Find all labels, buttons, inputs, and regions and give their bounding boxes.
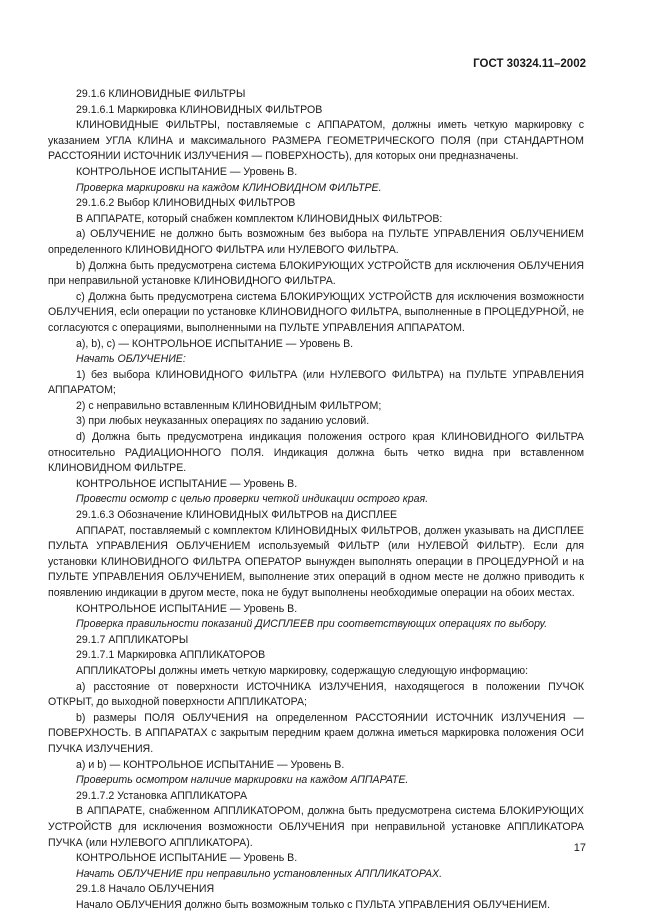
paragraph: КОНТРОЛЬНОЕ ИСПЫТАНИЕ — Уровень В. [76,852,298,865]
paragraph: 29.1.7 АППЛИКАТОРЫ [76,633,189,646]
paragraph: КОНТРОЛЬНОЕ ИСПЫТАНИЕ — Уровень В. [76,477,298,490]
paragraph: 2) с неправильно вставленным КЛИНОВИДНЫМ ФИЛЬТРОМ; [76,399,382,412]
standard-code-header: ГОСТ 30324.11–2002 [473,58,586,70]
paragraph: Начать ОБЛУЧЕНИЕ при неправильно установленных АППЛИКАТОРАХ. [76,867,443,880]
paragraph: Начало ОБЛУЧЕНИЯ должно быть возможным только с ПУЛЬТА УПРАВЛЕНИЯ ОБЛУЧЕНИЕМ. [76,898,551,911]
paragraph: Провести осмотр с целью проверки четкой индикации острого края. [76,493,429,506]
paragraph: Проверка маркировки на каждом КЛИНОВИДНОМ ФИЛЬТРЕ. [76,181,382,194]
paragraph: 29.1.8 Начало ОБЛУЧЕНИЯ [76,883,215,896]
document-body [48,87,584,913]
paragraph: КОНТРОЛЬНОЕ ИСПЫТАНИЕ — Уровень В. [76,602,298,615]
paragraph: 29.1.6 КЛИНОВИДНЫЕ ФИЛЬТРЫ [76,88,246,100]
paragraph: b) размеры ПОЛЯ ОБЛУЧЕНИЯ на определенном РАССТОЯНИИ ИСТОЧНИК ИЗЛУЧЕНИЯ — ПОВЕРХНОСТЬ. В АППАРАТАХ с закрытым передним краем должна иметься маркировка положения ОСИ ПУЧКА ИЗЛУЧЕНИЯ. [48,711,584,755]
paragraph: КЛИНОВИДНЫЕ ФИЛЬТРЫ, поставляемые с АППАРАТОМ, должны иметь четкую маркировку с указанием УГЛА КЛИНА и максимального РАЗМЕРА ГЕОМЕТРИЧЕСКОГО ПОЛЯ (при СТАНДАРТНОМ РАССТОЯНИИ ИСТОЧНИК ИЗЛУЧЕНИЯ — ПОВЕРХНОСТЬ), для которых они предназначены. [48,119,584,163]
paragraph: а) и b) — КОНТРОЛЬНОЕ ИСПЫТАНИЕ — Уровень В. [76,758,345,771]
paragraph: АППАРАТ, поставляемый с комплектом КЛИНОВИДНЫХ ФИЛЬТРОВ, должен указывать на ДИСПЛЕЕ ПУЛЬТА УПРАВЛЕНИЯ ОБЛУЧЕНИЕМ используемый ФИЛЬТР (или НУЛЕВОЙ ФИЛЬТР). Если для установки КЛИНОВИДНОГО ФИЛЬТРА ОПЕРАТОР вынужден выполнять операции в ПРОЦЕДУРНОЙ и на ПУЛЬТЕ УПРАВЛЕНИЯ ОБЛУЧЕНИЕМ, выполнение этих операций в одном месте не должно приводить к появлению индикации в другом месте, пока не будут выполнены необходимые операции на обоих местах. [48,524,584,599]
paragraph: b) Должна быть предусмотрена система БЛОКИРУЮЩИХ УСТРОЙСТВ для исключения ОБЛУЧЕНИЯ при неправильной установке КЛИНОВИДНОГО ФИЛЬТРА. [48,259,584,288]
paragraph: АППЛИКАТОРЫ должны иметь четкую маркировку, содержащую следующую информацию: [76,664,529,677]
paragraph: 29.1.7.2 Установка АППЛИКАТОРА [76,789,248,802]
paragraph: Начать ОБЛУЧЕНИЕ: [76,353,186,366]
paragraph: Проверить осмотром наличие маркировки на каждом АППАРАТЕ. [76,774,409,787]
paragraph: 3) при любых неуказанных операциях по заданию условий. [76,415,370,428]
paragraph: а) ОБЛУЧЕНИЕ не должно быть возможным без выбора на ПУЛЬТЕ УПРАВЛЕНИЯ ОБЛУЧЕНИЕМ определенного КЛИНОВИДНОГО ФИЛЬТРА или НУЛЕВОГО ФИЛЬТРА. [48,228,584,256]
paragraph: Проверка правильности показаний ДИСПЛЕЕВ при соответствующих операциях по выбору. [76,618,548,631]
paragraph: КОНТРОЛЬНОЕ ИСПЫТАНИЕ — Уровень В. [76,165,298,178]
paragraph: В АППАРАТЕ, который снабжен комплектом КЛИНОВИДНЫХ ФИЛЬТРОВ: [76,212,443,225]
paragraph: 1) без выбора КЛИНОВИДНОГО ФИЛЬТРА (или НУЛЕВОГО ФИЛЬТРА) на ПУЛЬТЕ УПРАВЛЕНИЯ АППАРАТОМ; [48,368,584,397]
paragraph: с) Должна быть предусмотрена система БЛОКИРУЮЩИХ УСТРОЙСТВ для исключения возможности ОБЛУЧЕНИЯ, есlи операции по установке КЛИНОВИДНОГО ФИЛЬТРА, выполненные в ПРОЦЕДУРНОЙ, не согласуются с операциями, выполненными на ПУЛЬТЕ УПРАВЛЕНИЯ АППАРАТОМ. [48,290,584,334]
paragraph: 29.1.6.3 Обозначение КЛИНОВИДНЫХ ФИЛЬТРОВ на ДИСПЛЕЕ [76,509,398,522]
paragraph: 29.1.6.2 Выбор КЛИНОВИДНЫХ ФИЛЬТРОВ [76,197,296,210]
paragraph: а), b), с) — КОНТРОЛЬНОЕ ИСПЫТАНИЕ — Уровень В. [76,337,354,350]
paragraph: 29.1.6.1 Маркировка КЛИНОВИДНЫХ ФИЛЬТРОВ [76,103,323,116]
page-number: 17 [573,842,586,854]
paragraph: 29.1.7.1 Маркировка АППЛИКАТОРОВ [76,649,266,662]
paragraph: В АППАРАТЕ, снабженном АППЛИКАТОРОМ, должна быть предусмотрена система БЛОКИРУЮЩИХ УСТРОЙСТВ для исключения возможности ОБЛУЧЕНИЯ при неправильной установке АППЛИКАТОРА ПУЧКА (или НУЛЕВОГО АППЛИКАТОРА). [48,805,584,849]
paragraph: а) расстояние от поверхности ИСТОЧНИКА ИЗЛУЧЕНИЯ, находящегося в положении ПУЧОК ОТКРЫТ, до выходной поверхности АППЛИКАТОРА; [48,680,584,709]
paragraph: d) Должна быть предусмотрена индикация положения острого края КЛИНОВИДНОГО ФИЛЬТРА относительно РАДИАЦИОННОГО ПОЛЯ. Индикация должна быть четко видна при вставленном КЛИНОВИДНОМ ФИЛЬТРЕ. [48,431,584,475]
